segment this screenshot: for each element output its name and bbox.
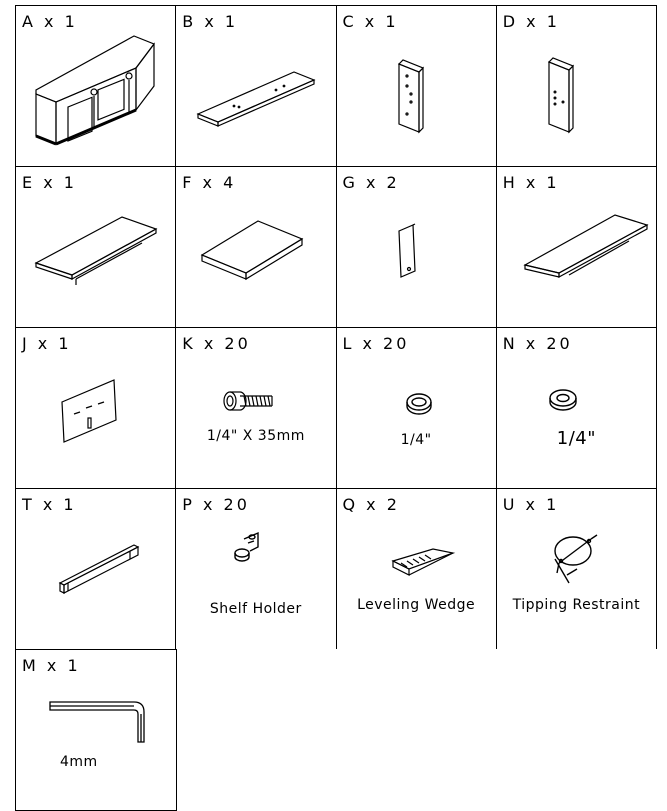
part-label: B x 1 (182, 12, 239, 31)
part-label: N x 20 (502, 334, 573, 353)
left-side-panel-drawing (337, 6, 497, 166)
tipping-restraint-icon (497, 489, 657, 649)
lock-washer-icon (337, 328, 497, 488)
part-cell-a (15, 5, 175, 166)
part-label: D x 1 (502, 12, 560, 31)
part-cell-h (496, 166, 657, 327)
vanity-cabinet-drawing (16, 6, 176, 166)
right-side-panel-drawing (497, 6, 657, 166)
parts-row-1 (15, 5, 657, 166)
part-cell-n (496, 327, 657, 488)
shelf-holder-icon (176, 489, 336, 649)
part-cell-u (496, 488, 657, 649)
door-panel-drawing (337, 167, 497, 327)
part-caption: 4mm (60, 754, 98, 770)
part-label: L x 20 (342, 334, 410, 353)
part-cell-t (15, 488, 175, 649)
parts-row-2 (15, 166, 657, 327)
part-cell-g (336, 166, 496, 327)
part-caption: Tipping Restraint (512, 597, 641, 613)
part-label: H x 1 (502, 173, 560, 192)
part-caption: Shelf Holder (209, 601, 302, 617)
part-label: P x 20 (182, 495, 250, 514)
parts-row-4 (15, 488, 657, 649)
hex-key-icon (16, 650, 176, 810)
shelf-board-drawing (176, 167, 336, 327)
part-label: C x 1 (342, 12, 399, 31)
part-caption: Leveling Wedge (357, 597, 476, 613)
part-cell-j (15, 327, 175, 488)
part-cell-e (15, 166, 175, 327)
parts-row-3 (15, 327, 657, 488)
long-board-drawing (497, 167, 657, 327)
part-caption: 1/4" (400, 432, 432, 448)
part-label: F x 4 (182, 173, 237, 192)
part-label: Q x 2 (342, 495, 400, 514)
part-cell-c (336, 5, 496, 166)
rail-drawing (16, 489, 176, 649)
part-label: T x 1 (22, 495, 77, 514)
part-label: K x 20 (182, 334, 251, 353)
part-caption: 1/4" X 35mm (206, 428, 305, 444)
bottom-panel-drawing (176, 6, 336, 166)
bolt-icon (176, 328, 336, 488)
part-cell-k (175, 327, 335, 488)
top-board-drawing (16, 167, 176, 327)
part-cell-l (336, 327, 496, 488)
parts-grid (15, 5, 657, 811)
part-label: A x 1 (22, 12, 78, 31)
part-label: U x 1 (502, 495, 560, 514)
part-cell-q (336, 488, 496, 649)
part-cell-p (175, 488, 335, 649)
part-cell-d (496, 5, 657, 166)
part-label: J x 1 (22, 334, 72, 353)
flat-washer-icon (497, 328, 657, 488)
part-label: M x 1 (22, 656, 81, 675)
template-sheet-drawing (16, 328, 176, 488)
part-label: G x 2 (342, 173, 400, 192)
part-cell-m (15, 649, 177, 811)
part-caption: 1/4" (556, 428, 596, 449)
leveling-wedge-icon (337, 489, 497, 649)
part-label: E x 1 (22, 173, 77, 192)
part-cell-b (175, 5, 335, 166)
parts-row-5 (15, 649, 657, 811)
part-cell-f (175, 166, 335, 327)
